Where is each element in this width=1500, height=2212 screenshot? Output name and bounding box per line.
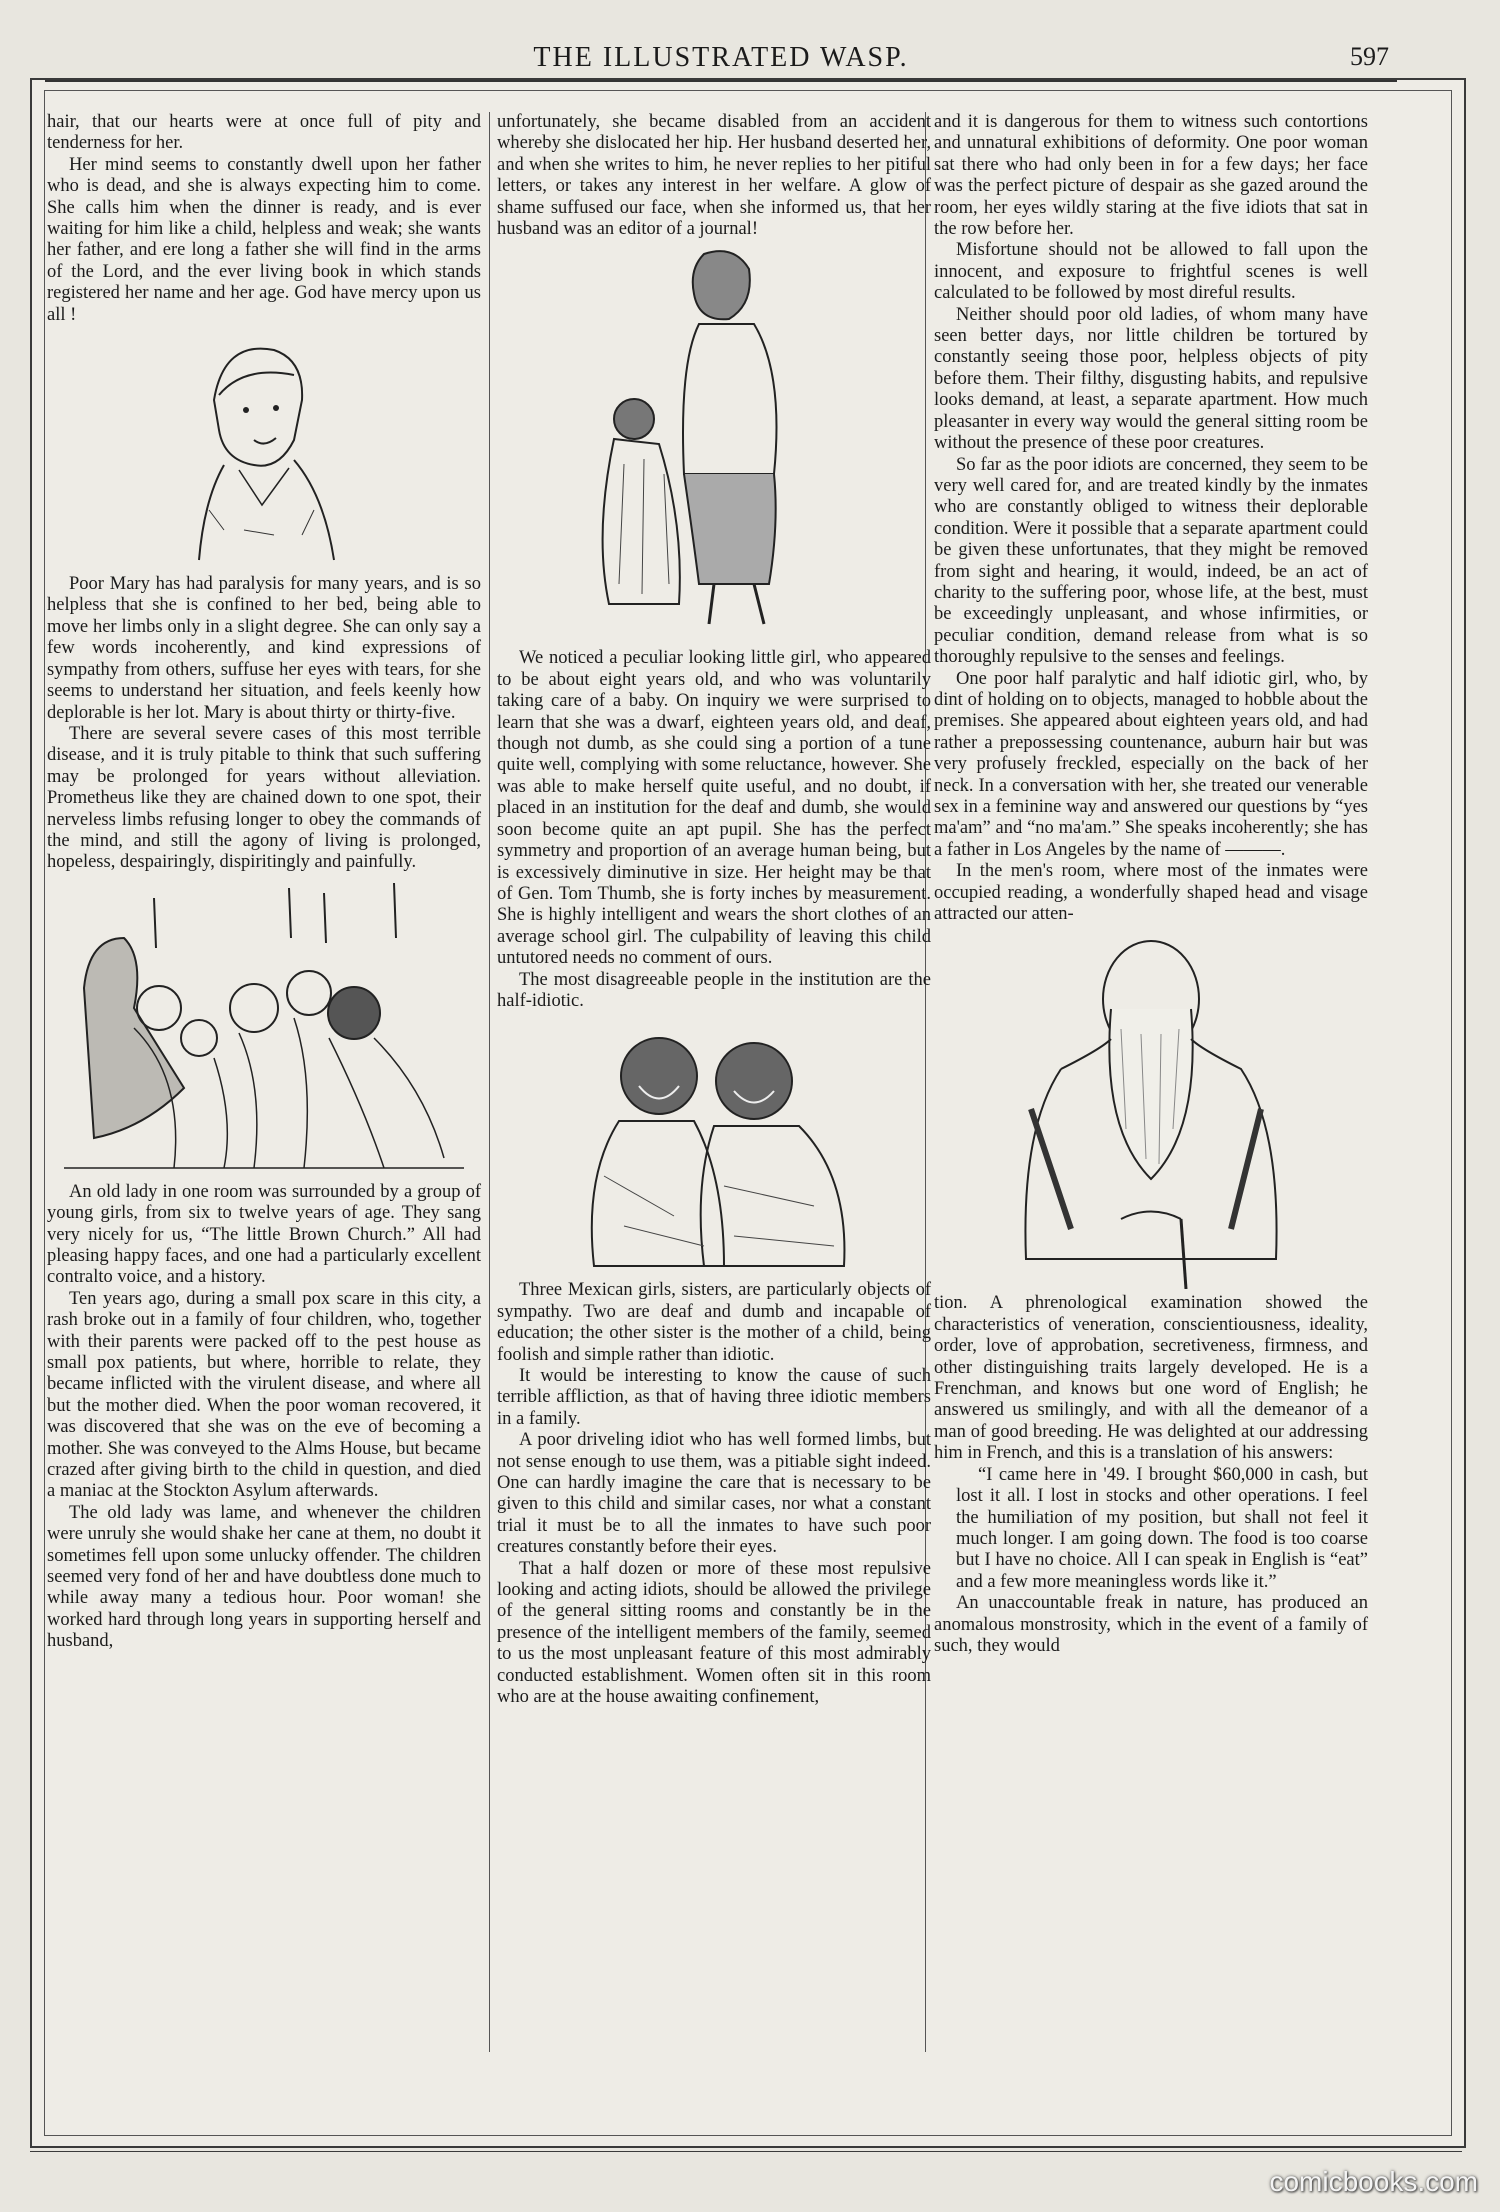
- paragraph: hair, that our hearts were at once full of pity and tenderness for her.: [47, 112, 481, 154]
- paragraph: One poor half paralytic and half idiotic girl, who, by dint of holding on to objects, managed to hobble about the premises. She appeared about eighteen years old, and had rather a prepossessing countenance, auburn hair but was very profusely freckled, especially on the back of her neck. In a conversation with her, she treated our venerable sex in a feminine way and answered our questions by “yes ma'am” and “no ma'am.” She speaks incoherently; she has a father in Los Angeles by the name of ———.: [934, 668, 1368, 860]
- paragraph: and it is dangerous for them to witness such contortions and unnatural exhibitions of deformity. One poor woman sat there who had only been in for a few days; her face was the perfect picture of despair as she gazed around the room, her eyes wildly staring at the five idiots that sat in the row before her.: [934, 112, 1368, 240]
- page-number: 597: [1350, 42, 1389, 71]
- site-watermark: comicbooks.com: [1269, 2166, 1478, 2197]
- paragraph: We noticed a peculiar looking little girl, who appeared to be about eight years old, and who was voluntarily taking care of a baby. On inquiry we were surprised to learn that she was a dwarf, eighteen years old, and deaf, though not dumb, as she could sing a portion of a tune quite well, complying with some reluctance, however. She was able to make herself quite useful, and no doubt, if placed in an institution for the deaf and dumb, she would soon become quite an apt pupil. She has the perfect symmetry and proportion of an average human being, but is excessively diminutive in size. Her height may be that of Gen. Tom Thumb, she is forty inches by measurement. She is highly intelligent and wears the short clothes of an average school girl. The culpability of leaving this child untutored needs no comment of ours.: [497, 648, 931, 969]
- column-rule-1: [489, 112, 490, 2052]
- paragraph: There are several severe cases of this most terrible disease, and it is truly pitable to think that such suffering may be prolonged for years without alleviation. Prometheus like they are chained down to one spot, their nerveless limbs refusing longer to obey the commands of the mind, and still the agony of living is prolonged, hopeless, despairingly, dispiritingly and painfully.: [47, 723, 481, 873]
- paragraph: Neither should poor old ladies, of whom many have seen better days, nor little children be tortured by constantly seeing those poor, helpless objects of pity before them. Their filthy, disgusting habits, and repulsive looks demand, at least, a separate apartment. How much pleasanter in every way would the general sitting room be without the presence of these poor creatures.: [934, 304, 1368, 454]
- paragraph: The most disagreeable people in the institution are the half-idiotic.: [497, 969, 931, 1011]
- paragraph: Poor Mary has had paralysis for many years, and is so helpless that she is confined to her bed, being able to move her limbs only in a slight degree. She can only say a few words incoherently, and kind expressions of sympathy from others, suffuse her eyes with tears, for she seems to understand her situation, and feels keenly how deplorable is her lot. Mary is about thirty or thirty-five.: [47, 574, 481, 723]
- old-lady-with-girls-illustration: [64, 878, 464, 1178]
- paragraph: A poor driveling idiot who has well formed limbs, but not sense enough to use them, was a pitiable sight indeed. One can hardly imagine the care that is necessary to be given to this child and similar cases, nor what a constant trial it must be to all the inmates to have such poor creatures constantly before their eyes.: [497, 1430, 931, 1558]
- column-1: [47, 112, 481, 2052]
- paragraph: That a half dozen or more of these most repulsive looking and acting idiots, should be allowed the privilege of the general sitting rooms and constantly be in the presence of the intelligent members of the family, seemed to us the most unpleasant feature of this most admirably conducted establishment. Women often sit in this room who are at the house awaiting confinement,: [497, 1558, 931, 1708]
- mexican-sisters-illustration: [564, 1016, 864, 1276]
- paragraph: unfortunately, she became disabled from an accident whereby she dislocated her hip. Her husband deserted her, and when she writes to him, he never replies to her pitiful letters, or takes any interest in her welfare. A glow of shame suffused our face, when she informed us, that her husband was an editor of a journal!: [497, 112, 931, 240]
- dwarf-girl-with-baby-illustration: [584, 244, 844, 644]
- paragraph: Ten years ago, during a small pox scare in this city, a rash broke out in a family of four children, who, together with their parents were packed off to the pest house as small pox patients, but where, horrible to relate, they became inflicted with the virulent disease, and where all but the mother died. When the poor woman recovered, it was discovered that she was on the eve of becoming a mother. She was conveyed to the Alms House, but became crazed after giving birth to the child in question, and died a maniac at the Stockton Asylum afterwards.: [47, 1288, 481, 1502]
- paragraph: An old lady in one room was surrounded by a group of young girls, from six to twelve years of age. They sang very nicely for us, “The little Brown Church.” All had pleasing happy faces, and one had a particularly excellent contralto voice, and a history.: [47, 1181, 481, 1288]
- column-2: [497, 112, 931, 2052]
- paragraph: Her mind seems to constantly dwell upon her father who is dead, and she is always expecting him to come. She calls him when the dinner is ready, and is ever waiting for him like a child, helpless and weak; she wants her father, and ere long a father she will find in the arms of the Lord, and the ever living book in which stands registered her name and her age. God have mercy upon us all !: [47, 154, 481, 325]
- paragraph: Misfortune should not be allowed to fall upon the innocent, and exposure to frightful scenes is well calculated to be followed by most direful results.: [934, 240, 1368, 304]
- bottom-border: [30, 2146, 1462, 2152]
- paragraph: tion. A phrenological examination showed the characteristics of veneration, conscientiousness, ideality, order, love of approbation, secretiveness, firmness, and other distinguishing traits largely developed. He is a Frenchman, and knows but one word of English; he answered us smilingly, and with all the demeanor of a man of good breeding. He was delighted at our addressing him in French, and this is a translation of his answers:: [934, 1293, 1368, 1464]
- paragraph: In the men's room, where most of the inmates were occupied reading, a wonderfully shaped head and visage attracted our atten-: [934, 861, 1368, 925]
- paragraph: So far as the poor idiots are concerned, they seem to be very well cared for, and are treated kindly by the inmates who are constantly obliged to witness their deplorable condition. Were it possible that a separate apartment could be given these unfortunates, that they might be removed from sight and hearing, it would, indeed, be an act of charity to the suffering poor, whose life, at the best, must be exceedingly unpleasant, and whose infirmities, or peculiar condition, demand release from what is so thoroughly repulsive to the senses and feelings.: [934, 454, 1368, 668]
- publication-title: THE ILLUSTRATED WASP.: [533, 42, 909, 73]
- paragraph: Three Mexican girls, sisters, are particularly objects of sympathy. Two are deaf and dumb and incapable of education; the other sister is the mother of a child, being foolish and simple rather than idiotic.: [497, 1280, 931, 1365]
- bearded-frenchman-illustration: [1001, 929, 1301, 1289]
- page-header: [45, 40, 1397, 82]
- column-3: [934, 112, 1368, 2052]
- paragraph: An unaccountable freak in nature, has produced an anomalous monstrosity, which in the event of a family of such, they would: [934, 1593, 1368, 1656]
- woman-in-bonnet-illustration: [184, 330, 344, 570]
- paragraph: The old lady was lame, and whenever the children were unruly she would shake her cane at them, no doubt it sometimes fell upon some unlucky offender. The children seemed very fond of her and have doubtless done much to while away many a tedious hour. Poor woman! she worked hard through long years in supporting herself and husband,: [47, 1502, 481, 1652]
- quotation: “I came here in '49. I brought $60,000 in cash, but lost it all. I lost in stocks and other operations. I feel the humiliation of my position, but shall not feel it much longer. I am going down. The food is too coarse but I have no choice. All I can speak in English is “eat” and a few more meaningless words like it.”: [956, 1464, 1368, 1592]
- paragraph: It would be interesting to know the cause of such terrible affliction, as that of having three idiotic members in a family.: [497, 1365, 931, 1429]
